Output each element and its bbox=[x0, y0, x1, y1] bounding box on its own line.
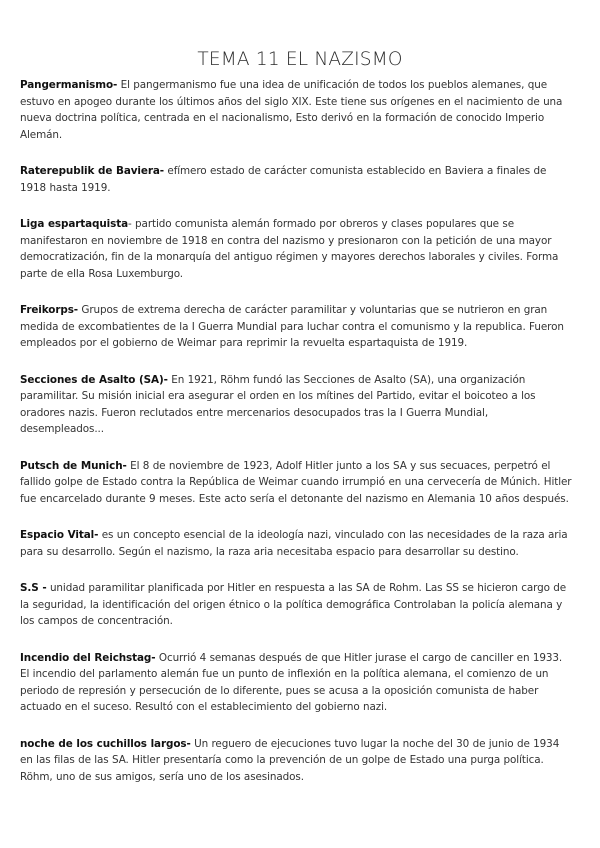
entry-term: Secciones de Asalto (SA)- bbox=[20, 373, 168, 386]
glossary-entry-secciones-asalto bbox=[20, 372, 572, 438]
entry-term: Raterepublik de Baviera- bbox=[20, 165, 164, 177]
entry-definition: En 1921, Röhm fundó las Secciones de Asalto (SA), una organización paramilitar. Su misión inicial era asegurar el orden en los mítines del Partido, evitar el boicoteo a los oradores nazis. Fueron reclutados entre mercenarios desocupados tras la I Guerra Mundial, desempleados... bbox=[20, 373, 536, 435]
entry-term: Liga espartaquista bbox=[20, 218, 128, 230]
entry-term: noche de los cuchillos largos- bbox=[20, 737, 191, 750]
glossary-entry-ss bbox=[20, 580, 572, 630]
glossary-entry-raterepublik bbox=[20, 163, 572, 196]
entry-term: Freikorps- bbox=[20, 304, 78, 316]
glossary-entry-putsch-munich bbox=[20, 458, 572, 508]
glossary-entry-espacio-vital bbox=[20, 527, 572, 560]
glossary-entry-incendio-reichstag bbox=[20, 650, 572, 716]
entry-definition: - partido comunista alemán formado por obreros y clases populares que se manifestaron en noviembre de 1918 en contra del nazismo y presionaron con la petición de una mayor democratización, fin de la monarquía del antiguo régimen y mayores derechos laborales y civiles. Forma parte de ella Rosa Luxemburgo. bbox=[20, 218, 559, 280]
entry-definition: unidad paramilitar planificada por Hitler en respuesta a las SA de Rohm. Las SS se hicieron cargo de la seguridad, la identificación del origen étnico o la política demográfica Controlaban la policía alemana y los campos de concentración. bbox=[20, 582, 567, 627]
entry-term: Pangermanismo- bbox=[20, 79, 118, 91]
glossary-entry-pangermanismo bbox=[20, 77, 572, 143]
entry-definition: El pangermanismo fue una idea de unificación de todos los pueblos alemanes, que estuvo en apogeo durante los últimos años del siglo XIX. Este tiene sus orígenes en el nacimiento de una nueva doctrina política, centrada en el nacionalismo, Esto derivó en la formación de conocido Imperio Alemán. bbox=[20, 79, 563, 141]
entry-term: S.S - bbox=[20, 582, 47, 594]
glossary-entry-freikorps bbox=[20, 302, 572, 352]
entry-definition: Grupos de extrema derecha de carácter paramilitar y voluntarias que se nutrieron en gran medida de excombatientes de la I Guerra Mundial para luchar contra el comunismo y la republica. Fueron empleados por el gobierno de Weimar para reprimir la revuelta espartaquista de 1919. bbox=[20, 304, 564, 349]
entry-definition: es un concepto esencial de la ideología nazi, vinculado con las necesidades de la raza aria para su desarrollo. Según el nazismo, la raza aria necesitaba espacio para desarrollar su destino. bbox=[20, 529, 568, 558]
entry-definition: efímero estado de carácter comunista establecido en Baviera a finales de 1918 hasta 1919. bbox=[20, 165, 547, 194]
glossary-entry-liga-espartaquista bbox=[20, 216, 572, 282]
glossary-entry-noche-cuchillos-largos bbox=[20, 736, 572, 786]
entry-term: Putsch de Munich- bbox=[20, 459, 127, 472]
entry-term: Incendio del Reichstag- bbox=[20, 651, 156, 664]
entry-definition: Ocurrió 4 semanas después de que Hitler jurase el cargo de canciller en 1933. El incendio del parlamento alemán fue un punto de inflexión en la política alemana, el comienzo de un periodo de represión y persecución de lo diferente, pues se acusa a la oposición comunista de haber actuado en el suceso. Resultó con el establecimiento del gobierno nazi. bbox=[20, 651, 563, 713]
entry-term: Espacio Vital- bbox=[20, 529, 99, 541]
glossary-list bbox=[20, 77, 572, 805]
entry-definition: Un reguero de ejecuciones tuvo lugar la noche del 30 de junio de 1934 en las filas de las SA. Hitler presentaría como la prevención de un golpe de Estado una purga política. Röhm, uno de sus amigos, sería uno de los asesinados. bbox=[20, 737, 560, 783]
entry-definition: El 8 de noviembre de 1923, Adolf Hitler junto a los SA y sus secuaces, perpetró el fallido golpe de Estado contra la República de Weimar cuando irrumpió en una cervecería de Múnich. Hitler fue encarcelado durante 9 meses. Este acto sería el detonante del nazismo en Alemania 10 años después. bbox=[20, 459, 572, 505]
page-title: TEMA 11 EL NAZISMO bbox=[197, 49, 403, 70]
